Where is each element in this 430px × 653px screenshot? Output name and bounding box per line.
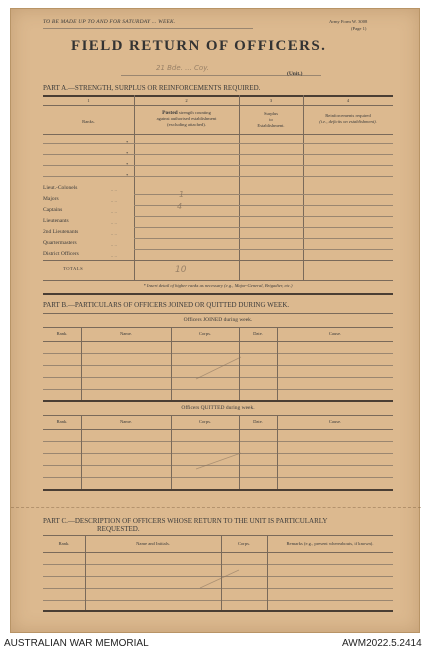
row-rule xyxy=(134,216,393,217)
part-a-vline-1 xyxy=(134,95,135,280)
form-sheet xyxy=(10,8,420,633)
part-c-vline xyxy=(267,535,268,610)
posted-majors-mark: 1 xyxy=(179,190,185,199)
quitted-vline xyxy=(81,415,82,489)
row-rule xyxy=(134,249,393,250)
part-c-col-name: Name and Initials. xyxy=(136,541,170,546)
asterisk: * xyxy=(126,173,129,178)
row-rule xyxy=(43,165,393,166)
joined-col-name: Name. xyxy=(119,331,133,336)
col-num-1: 1 xyxy=(87,98,90,103)
rank-majors: Majors xyxy=(43,196,59,202)
part-c-col-rank: Rank. xyxy=(58,541,70,546)
col-num-3: 3 xyxy=(269,98,273,103)
rank-2nd-lieutenants: 2nd Lieutenants xyxy=(43,229,79,235)
joined-title-rule xyxy=(43,327,393,328)
pencil-stroke xyxy=(191,447,251,477)
rank-leader-dots: .. .. .. .. .. .. .. .. .. .. .. .. .. .. xyxy=(111,187,117,258)
row-rule xyxy=(134,205,393,206)
footer-institution: AUSTRALIAN WAR MEMORIAL xyxy=(4,638,149,649)
page-number: (Page 1) xyxy=(351,26,367,31)
row-rule xyxy=(43,143,393,144)
part-c-top-rule xyxy=(43,535,393,536)
quitted-header-rule xyxy=(43,429,393,430)
row-rule xyxy=(43,600,393,601)
unit-label: (Unit.) xyxy=(287,71,303,77)
quitted-col-cause: Cause. xyxy=(328,419,342,424)
surplus-line3: Establishment. xyxy=(257,123,285,128)
part-c-vline xyxy=(85,535,86,610)
row-rule xyxy=(43,154,393,155)
quitted-col-rank: Rank. xyxy=(56,419,68,424)
part-a-bottom-rule xyxy=(43,293,393,295)
part-b-top-rule xyxy=(43,313,393,314)
rank-captains: Captains xyxy=(43,207,63,213)
joined-bottom-rule xyxy=(43,400,393,402)
part-c-header-rule xyxy=(43,552,393,553)
row-rule xyxy=(43,477,393,478)
rank-quartermasters: Quartermasters xyxy=(43,240,77,246)
quitted-bottom-rule xyxy=(43,489,393,491)
part-c-bottom-rule xyxy=(43,610,393,612)
joined-vline xyxy=(81,327,82,401)
part-a-header-rule xyxy=(43,134,393,135)
surplus-line2: to xyxy=(269,117,273,122)
part-c-col-corps: Corps. xyxy=(237,541,251,546)
part-c-heading: PART C.—DESCRIPTION OF OFFICERS WHOSE RETURN TO THE UNIT IS PARTICULARLY xyxy=(43,517,328,525)
unit-handwritten: 21 Bde. ... Coy. xyxy=(156,64,210,72)
rank-lieutenants: Lieutenants xyxy=(43,218,69,224)
row-rule xyxy=(43,176,393,177)
posted-bold: Posted xyxy=(162,110,178,116)
joined-col-corps: Corps. xyxy=(198,331,212,336)
row-rule xyxy=(134,238,393,239)
totals-label: TOTALS xyxy=(63,266,84,271)
quitted-title-rule xyxy=(43,415,393,416)
posted-line2: against authorised establishment xyxy=(156,116,217,121)
joined-col-date: Date. xyxy=(253,331,263,336)
col-ranks-header: Ranks. xyxy=(82,119,95,124)
joined-col-rank: Rank. xyxy=(56,331,68,336)
joined-vline xyxy=(171,327,172,401)
joined-vline xyxy=(277,327,278,401)
quitted-title: Officers QUITTED during week. xyxy=(181,405,255,411)
part-a-heading: PART A.—STRENGTH, SURPLUS OR REINFORCEMENTS REQUIRED. xyxy=(43,84,261,92)
col-num-2: 2 xyxy=(185,98,188,103)
totals-bottom-rule xyxy=(43,280,393,281)
row-rule xyxy=(134,194,393,195)
reinf-line2: (i.e., deficits on establishment). xyxy=(319,119,377,124)
posted-line3: (excluding attached). xyxy=(167,122,206,127)
pencil-stroke xyxy=(195,564,245,594)
army-form-number: Army Form W. 3008 xyxy=(329,19,368,24)
quitted-vline xyxy=(277,415,278,489)
part-b-heading: PART B.—PARTICULARS OF OFFICERS JOINED OR QUITTED DURING WEEK. xyxy=(43,301,290,309)
rank-district-officers: District Officers xyxy=(43,251,79,257)
footer-accession: AWM2022.5.2414 xyxy=(342,638,422,649)
part-a-top-rule xyxy=(43,95,393,97)
top-note-underline xyxy=(43,28,253,29)
joined-title: Officers JOINED during week. xyxy=(183,317,253,323)
part-a-footnote: * Insert detail of higher ranks as necessary (e.g., Major-General, Brigadier, etc.) xyxy=(143,283,293,288)
col-surplus-header xyxy=(239,111,303,129)
col-reinforcements-header xyxy=(303,113,393,125)
col-num-4: 4 xyxy=(346,98,350,103)
part-c-heading-2: REQUESTED. xyxy=(97,525,140,533)
part-c-col-remarks: Remarks (e.g., present whereabouts, if known). xyxy=(286,541,374,546)
form-title: FIELD RETURN OF OFFICERS. xyxy=(71,38,327,54)
totals-mark: 10 xyxy=(175,265,187,275)
ranks-list xyxy=(43,183,79,260)
reinf-line1: Reinforcements required xyxy=(325,113,371,118)
part-a-vline-2 xyxy=(239,95,240,280)
row-rule xyxy=(43,441,393,442)
row-rule xyxy=(134,227,393,228)
surplus-line1: Surplus xyxy=(263,111,279,116)
asterisk: * xyxy=(126,140,129,145)
quitted-col-date: Date. xyxy=(253,419,263,424)
quitted-vline xyxy=(171,415,172,489)
joined-col-cause: Cause. xyxy=(328,331,342,336)
asterisk: * xyxy=(126,151,129,156)
rank-lieut-colonels: Lieut.-Colonels xyxy=(43,185,78,191)
part-a-vline-3 xyxy=(303,95,304,280)
top-note: TO BE MADE UP TO AND FOR SATURDAY ... WEEK. xyxy=(43,19,176,25)
row-rule xyxy=(43,389,393,390)
totals-top-rule xyxy=(43,260,393,261)
col-posted-header xyxy=(134,110,239,128)
fold-line xyxy=(11,507,421,508)
posted-rest: strength counting xyxy=(178,110,211,115)
asterisk: * xyxy=(126,162,129,167)
posted-captains-mark: 4 xyxy=(177,202,183,211)
joined-header-rule xyxy=(43,341,393,342)
part-a-subheader-rule xyxy=(43,105,393,106)
pencil-stroke xyxy=(191,349,251,389)
quitted-col-name: Name. xyxy=(119,419,133,424)
quitted-col-corps: Corps. xyxy=(198,419,212,424)
